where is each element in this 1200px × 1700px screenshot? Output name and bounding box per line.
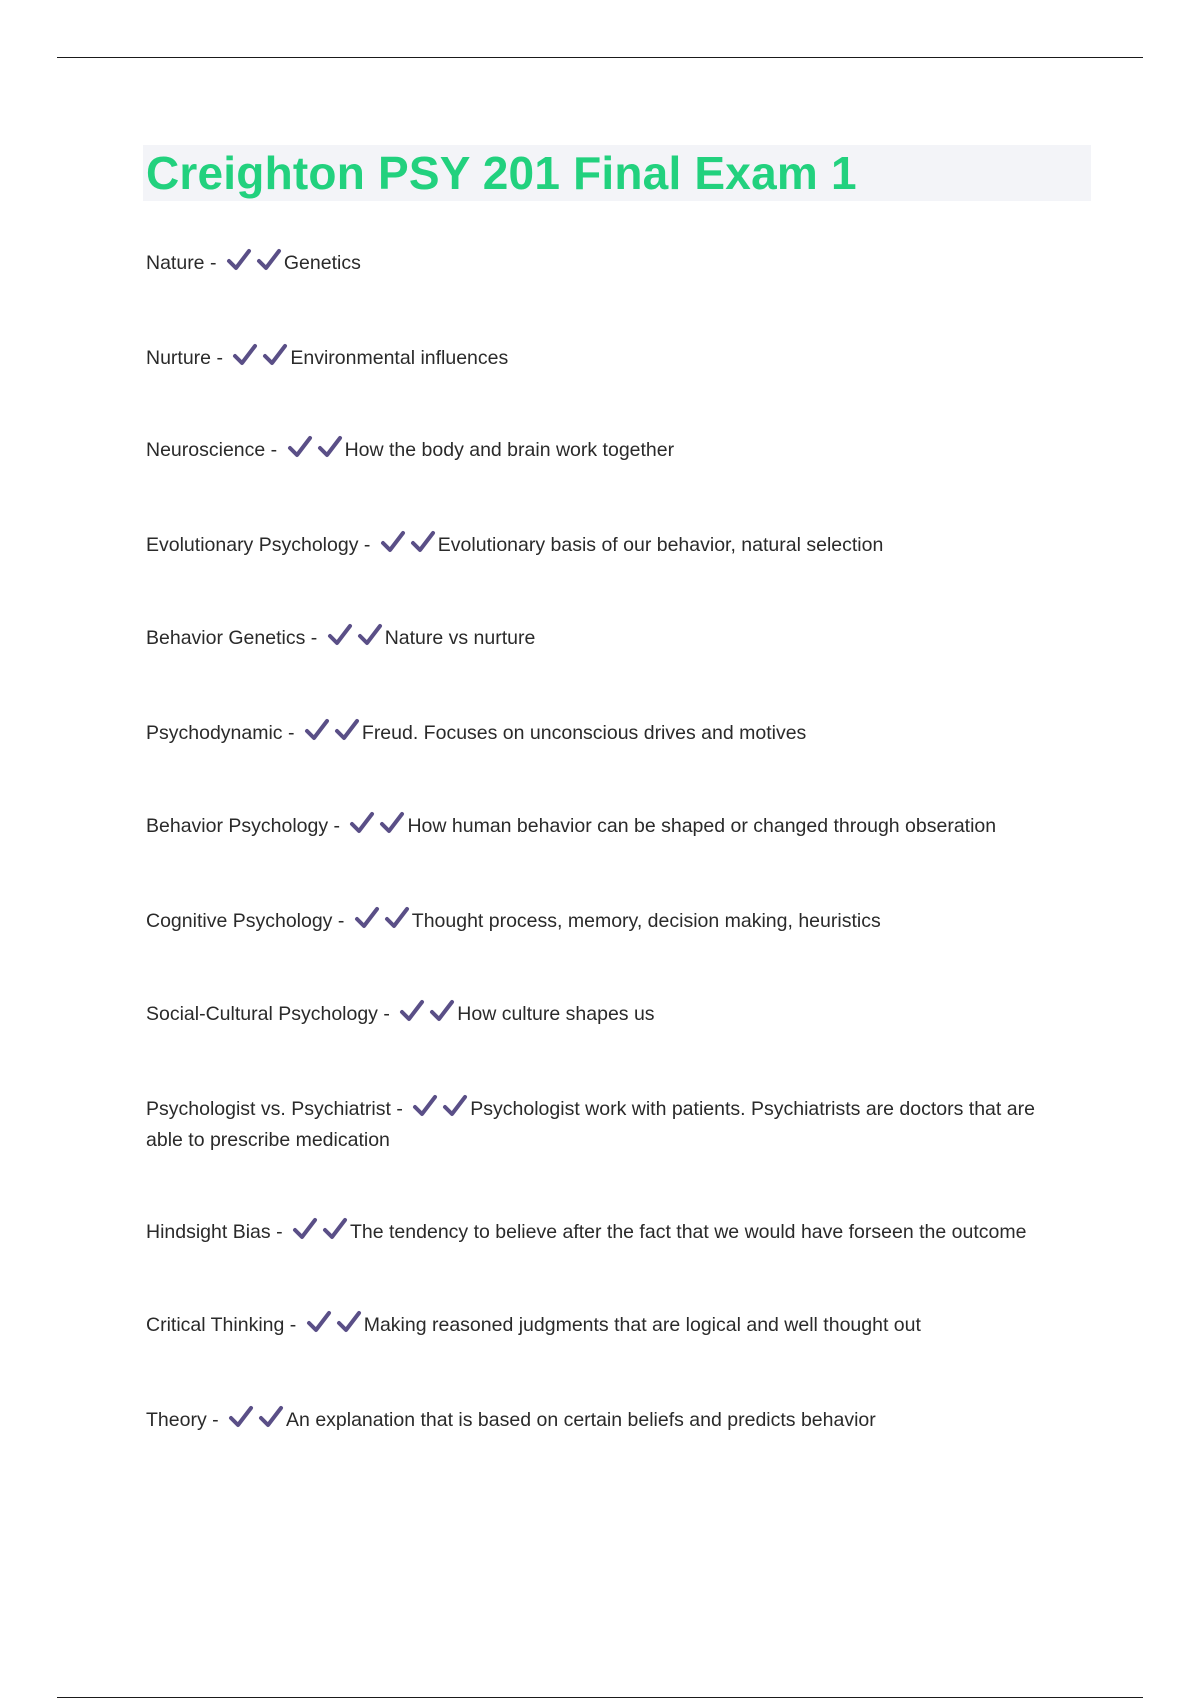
double-check-icon — [412, 1094, 468, 1126]
check-icon — [410, 530, 436, 554]
double-check-icon — [306, 1310, 362, 1342]
flashcard — [146, 999, 1066, 1031]
check-icon — [412, 1094, 438, 1118]
term: Theory — [146, 1409, 207, 1431]
flashcard — [146, 343, 1066, 375]
check-icon — [380, 530, 406, 554]
double-check-icon — [354, 906, 410, 938]
term: Behavior Psychology — [146, 815, 329, 837]
double-check-icon — [349, 811, 405, 843]
flashcard — [146, 623, 1066, 655]
flashcard — [146, 1310, 1066, 1342]
footer-rule — [57, 1697, 1143, 1698]
separator: - — [284, 1314, 302, 1336]
check-icon — [384, 906, 410, 930]
separator: - — [332, 910, 350, 932]
check-icon — [354, 906, 380, 930]
check-icon — [357, 623, 383, 647]
check-icon — [399, 999, 425, 1023]
flashcard — [146, 435, 1066, 467]
double-check-icon — [304, 718, 360, 750]
check-icon — [258, 1405, 284, 1429]
check-icon — [336, 1310, 362, 1334]
check-icon — [334, 718, 360, 742]
definition: Psychologist work with patients. Psychiatrists are doctors that are able to prescribe medication — [146, 1098, 1035, 1151]
term: Behavior Genetics — [146, 627, 306, 649]
term: Critical Thinking — [146, 1314, 285, 1336]
separator: - — [282, 722, 300, 744]
check-icon — [429, 999, 455, 1023]
double-check-icon — [287, 435, 343, 467]
definition: The tendency to believe after the fact that we would have forseen the outcome — [350, 1221, 1027, 1243]
definition: Environmental influences — [290, 347, 509, 369]
separator: - — [358, 534, 376, 556]
definition: Evolutionary basis of our behavior, natural selection — [437, 534, 884, 556]
separator: - — [270, 1221, 288, 1243]
term: Psychologist vs. Psychiatrist — [146, 1098, 391, 1120]
definition: How culture shapes us — [457, 1003, 655, 1025]
check-icon — [327, 623, 353, 647]
flashcard — [146, 1094, 1066, 1154]
flashcard — [146, 248, 1066, 280]
check-icon — [256, 248, 282, 272]
separator: - — [305, 627, 323, 649]
document-title: Creighton PSY 201 Final Exam 1 — [146, 147, 857, 199]
flashcard — [146, 906, 1066, 938]
flashcard — [146, 1405, 1066, 1437]
definition: Nature vs nurture — [384, 627, 536, 649]
flashcard — [146, 530, 1066, 562]
title-band — [143, 145, 1091, 201]
definition: How the body and brain work together — [344, 439, 675, 461]
definition: How human behavior can be shaped or changed through obseration — [407, 815, 997, 837]
separator: - — [265, 439, 283, 461]
definition: Making reasoned judgments that are logical and well thought out — [363, 1314, 921, 1336]
definition: An explanation that is based on certain beliefs and predicts behavior — [286, 1409, 876, 1431]
separator: - — [328, 815, 346, 837]
separator: - — [390, 1098, 409, 1120]
check-icon — [322, 1217, 348, 1241]
check-icon — [228, 1405, 254, 1429]
double-check-icon — [380, 530, 436, 562]
double-check-icon — [226, 248, 282, 280]
check-icon — [349, 811, 375, 835]
term: Neuroscience — [146, 439, 266, 461]
term: Evolutionary Psychology — [146, 534, 359, 556]
check-icon — [287, 435, 313, 459]
double-check-icon — [399, 999, 455, 1031]
check-icon — [292, 1217, 318, 1241]
separator: - — [206, 1409, 225, 1431]
term: Hindsight Bias — [146, 1221, 271, 1243]
check-icon — [379, 811, 405, 835]
flashcard — [146, 1217, 1066, 1249]
term: Social-Cultural Psychology — [146, 1003, 378, 1025]
term: Nature — [146, 252, 205, 274]
double-check-icon — [292, 1217, 348, 1249]
separator: - — [204, 252, 222, 274]
double-check-icon — [228, 1405, 284, 1437]
check-icon — [317, 435, 343, 459]
double-check-icon — [327, 623, 383, 655]
term: Cognitive Psychology — [146, 910, 333, 932]
check-icon — [306, 1310, 332, 1334]
term: Psychodynamic — [146, 722, 283, 744]
check-icon — [232, 343, 258, 367]
separator: - — [211, 347, 229, 369]
term: Nurture — [146, 347, 212, 369]
check-icon — [442, 1094, 468, 1118]
definition: Freud. Focuses on unconscious drives and motives — [361, 722, 807, 744]
double-check-icon — [232, 343, 288, 375]
header-rule — [57, 57, 1143, 58]
flashcard — [146, 811, 1066, 843]
check-icon — [226, 248, 252, 272]
definition: Genetics — [283, 252, 361, 274]
check-icon — [304, 718, 330, 742]
flashcard — [146, 718, 1066, 750]
separator: - — [377, 1003, 396, 1025]
check-icon — [262, 343, 288, 367]
definition: Thought process, memory, decision making, heuristics — [411, 910, 881, 932]
